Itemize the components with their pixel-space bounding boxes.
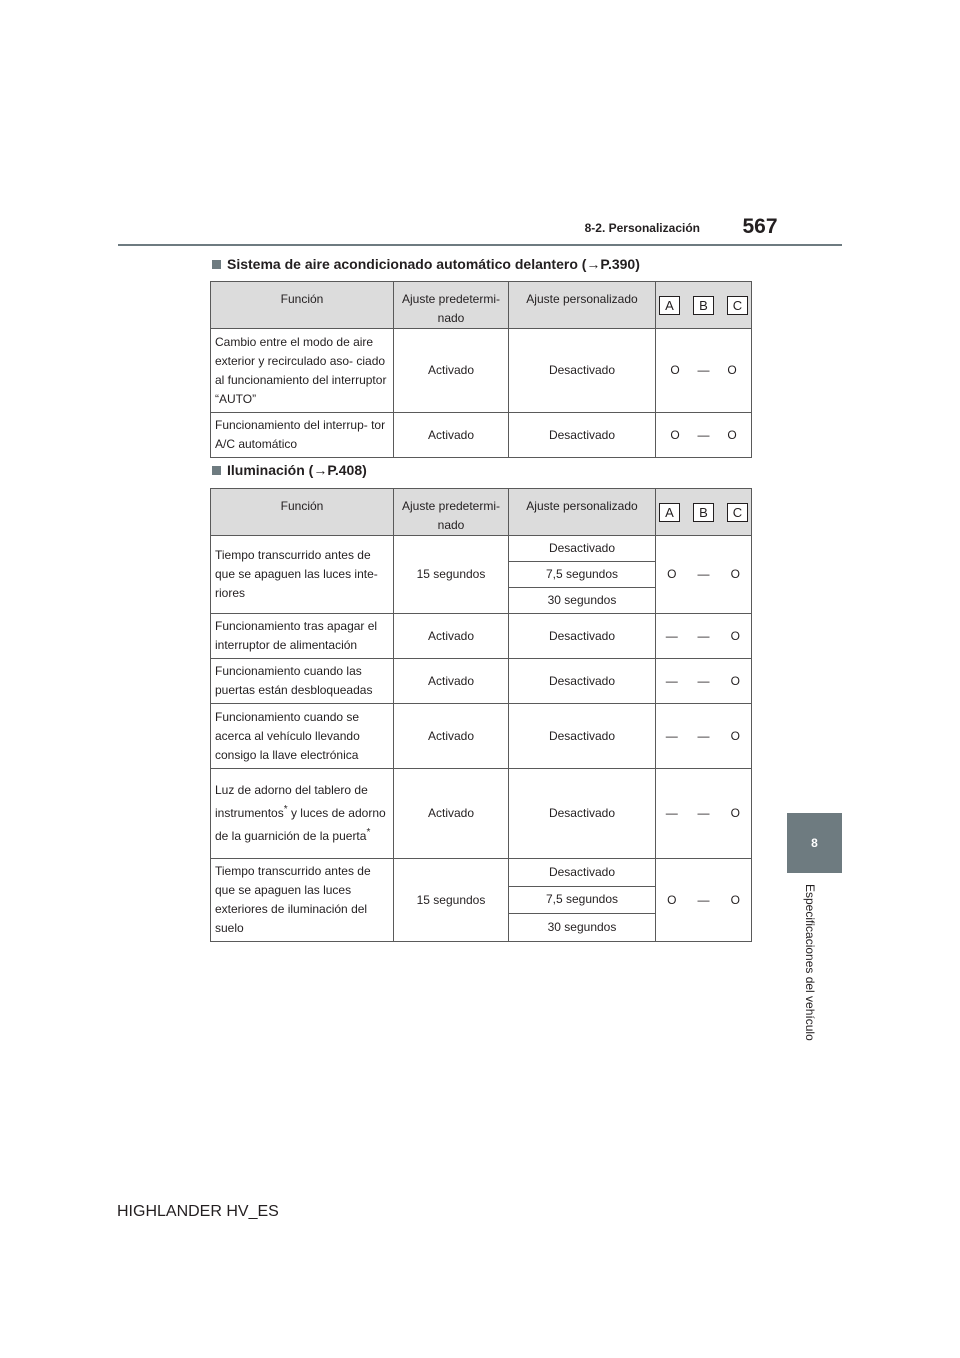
column-b-label: B bbox=[693, 296, 714, 315]
column-header-funcion: Función bbox=[211, 489, 394, 536]
column-header-default: Ajuste predetermi- nado bbox=[394, 282, 509, 329]
header-divider bbox=[118, 244, 842, 246]
row-custom: Desactivado bbox=[509, 769, 656, 859]
mark-a: O bbox=[656, 859, 688, 942]
column-a-label: A bbox=[659, 503, 680, 522]
table-header-row bbox=[211, 489, 752, 536]
mark-b: — bbox=[688, 536, 720, 614]
column-header-funcion: Función bbox=[211, 282, 394, 329]
mark-a: — bbox=[656, 769, 688, 859]
row-function-text: y luces de adorno de la guarnición de la puerta bbox=[215, 806, 386, 843]
column-c-label: C bbox=[727, 296, 748, 315]
mark-b: — bbox=[688, 769, 720, 859]
mark-c: O bbox=[727, 363, 737, 377]
row-function: Funcionamiento cuando las puertas están desbloqueadas bbox=[211, 659, 394, 704]
row-default: 15 segundos bbox=[394, 536, 509, 614]
bullet-square-icon bbox=[212, 466, 221, 475]
row-default: Activado bbox=[394, 659, 509, 704]
mark-c: O bbox=[720, 859, 752, 942]
row-abc bbox=[656, 413, 752, 458]
column-header-custom: Ajuste personalizado bbox=[509, 489, 656, 536]
mark-c: O bbox=[727, 427, 737, 442]
page-number: 567 bbox=[742, 215, 778, 238]
section-heading-climate bbox=[212, 256, 640, 272]
chapter-title: Especificaciones del vehículo bbox=[803, 884, 817, 1041]
mark-b: — bbox=[697, 363, 710, 377]
mark-a: — bbox=[656, 704, 688, 769]
column-b-label: B bbox=[693, 503, 714, 522]
mark-c: O bbox=[720, 769, 752, 859]
row-default: Activado bbox=[394, 769, 509, 859]
mark-a: O bbox=[656, 536, 688, 614]
column-header-abc bbox=[656, 489, 752, 536]
column-header-custom: Ajuste personalizado bbox=[509, 282, 656, 329]
row-custom: Desactivado bbox=[509, 329, 656, 413]
row-default: Activado bbox=[394, 704, 509, 769]
mark-b: — bbox=[688, 704, 720, 769]
footer-model: HIGHLANDER HV_ES bbox=[117, 1203, 279, 1220]
row-custom-option: 7,5 segundos bbox=[509, 886, 656, 914]
row-custom: Desactivado bbox=[509, 614, 656, 659]
mark-b: — bbox=[688, 614, 720, 659]
mark-c: O bbox=[720, 536, 752, 614]
section-heading-text: Iluminación (→P.408) bbox=[227, 462, 367, 478]
row-custom-option: Desactivado bbox=[509, 536, 656, 562]
mark-a: — bbox=[656, 614, 688, 659]
mark-b: — bbox=[688, 859, 720, 942]
row-custom-option: 30 segundos bbox=[509, 914, 656, 942]
table-row bbox=[211, 614, 752, 659]
row-function: Tiempo transcurrido antes de que se apaguen las luces inte- riores bbox=[211, 536, 394, 614]
row-function: Funcionamiento cuando se acerca al vehículo llevando consigo la llave electrónica bbox=[211, 704, 394, 769]
bullet-square-icon bbox=[212, 260, 221, 269]
row-custom: Desactivado bbox=[509, 659, 656, 704]
mark-c: O bbox=[720, 704, 752, 769]
row-abc bbox=[656, 329, 752, 413]
row-custom: Desactivado bbox=[509, 704, 656, 769]
row-default: Activado bbox=[394, 614, 509, 659]
row-function bbox=[211, 769, 394, 859]
row-function: Cambio entre el modo de aire exterior y recirculado aso- ciado al funcionamiento del interruptor “AUTO” bbox=[211, 329, 394, 413]
table-row bbox=[211, 859, 752, 887]
table-row bbox=[211, 536, 752, 562]
row-default: 15 segundos bbox=[394, 859, 509, 942]
mark-b: — bbox=[688, 659, 720, 704]
row-function: Tiempo transcurrido antes de que se apaguen las luces exteriores de iluminación del suelo bbox=[211, 859, 394, 942]
table-row bbox=[211, 704, 752, 769]
row-default: Activado bbox=[394, 413, 509, 458]
row-function-text: Luz de adorno del tablero de instrumentos bbox=[215, 783, 368, 820]
footnote-marker: * bbox=[366, 827, 371, 838]
section-title: 8-2. Personalización bbox=[584, 221, 700, 235]
mark-b: — bbox=[697, 427, 710, 442]
row-default: Activado bbox=[394, 329, 509, 413]
mark-a: — bbox=[656, 659, 688, 704]
mark-a: O bbox=[670, 363, 680, 377]
column-header-abc bbox=[656, 282, 752, 329]
table-row bbox=[211, 329, 752, 413]
section-heading-text: Sistema de aire acondicionado automático delantero (→P.390) bbox=[227, 256, 640, 272]
table-header-row bbox=[211, 282, 752, 329]
column-header-default: Ajuste predetermi- nado bbox=[394, 489, 509, 536]
footnote-marker: * bbox=[283, 804, 288, 815]
table-row bbox=[211, 413, 752, 458]
mark-c: O bbox=[720, 659, 752, 704]
column-a-label: A bbox=[659, 296, 680, 315]
column-c-label: C bbox=[727, 503, 748, 522]
row-custom: Desactivado bbox=[509, 413, 656, 458]
table-row bbox=[211, 769, 752, 859]
climate-settings-table bbox=[210, 281, 752, 458]
row-function: Funcionamiento del interrup- tor A/C automático bbox=[211, 413, 394, 458]
row-custom-option: 30 segundos bbox=[509, 588, 656, 614]
section-heading-lighting bbox=[212, 462, 367, 478]
table-row bbox=[211, 659, 752, 704]
row-custom-option: 7,5 segundos bbox=[509, 562, 656, 588]
row-function: Funcionamiento tras apagar el interruptor de alimentación bbox=[211, 614, 394, 659]
row-custom-option: Desactivado bbox=[509, 859, 656, 887]
lighting-settings-table bbox=[210, 488, 752, 942]
chapter-tab: 8 bbox=[787, 813, 842, 873]
mark-c: O bbox=[720, 614, 752, 659]
mark-a: O bbox=[670, 427, 680, 442]
